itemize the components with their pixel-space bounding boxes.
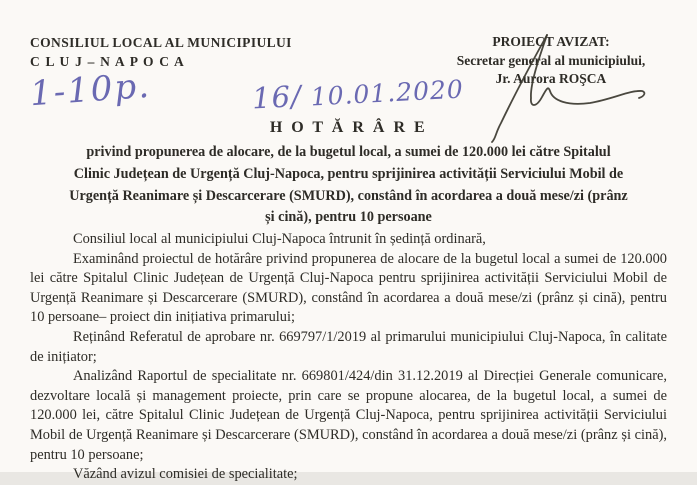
approver-title: Secretar general al municipiului, <box>456 52 646 68</box>
subtitle-line: privind propunerea de alocare, de la bugetul local, a sumei de 120.000 lei către Spitalul <box>86 144 611 160</box>
paragraph-aviz: Văzând avizul comisiei de specialitate; <box>73 466 298 483</box>
handwritten-date-note <box>251 70 464 115</box>
handwritten-pages-note: 1-10p. <box>28 65 153 115</box>
subtitle-line: Urgență Reanimare și Descarcerare (SMURD), constând în acordarea a două mese/zi (prânz <box>69 187 628 204</box>
subtitle-line: Clinic Județean de Urgență Cluj-Napoca, pentru sprijinirea activității Serviciului Mobil de <box>73 165 624 182</box>
issuing-authority <box>30 33 292 71</box>
authority-name-line2: C L U J – N A P O C A <box>30 54 185 69</box>
handwritten-doc-number: 16/ <box>251 78 303 116</box>
paragraph-referat: Reținând Referatul de aprobare nr. 669797/1/2019 al primarului municipiului Cluj-Napoca, în calitate de inițiator; <box>30 328 667 365</box>
paragraph-examining: Examinând proiectul de hotărâre privind propunerea de alocare de la bugetul local a sumei de 120.000 lei către Spitalul Clinic Județean de Urgență Cluj-Napoca pentru sprijinirea activității Serviciului Mobil de Urgență Reanimare și Descarcerare (SMURD), constând în acordarea a două mese/zi (prânz și cină), pentru 10 persoane– proiect din inițiativa primarului; <box>30 250 667 326</box>
document-body <box>30 230 667 485</box>
approval-label: PROIECT AVIZAT: <box>492 34 610 49</box>
document-subtitle <box>0 142 697 229</box>
paragraph-session: Consiliul local al municipiului Cluj-Napoca întrunit în ședință ordinară, <box>73 231 486 247</box>
approver-name: Jr. Aurora ROŞCA <box>495 71 607 86</box>
authority-name-line1: CONSILIUL LOCAL AL MUNICIPIULUI <box>30 35 292 50</box>
paragraph-raport: Analizând Raportul de specialitate nr. 669801/424/din 31.12.2019 al Direcției Generale comunicare, dezvoltare locală și management proiecte, prin care se propune alocarea, de la bugetul local, a sumei de 120.000 lei, către Spitalul Clinic Județean de Urgență Cluj-Napoca, pentru sprijinirea activității Serviciului Mobil de Urgență Reanimare și Descarcerare (SMURD), constând în acordarea a două mese/zi (prânz și cină), pentru 10 persoane; <box>30 368 667 463</box>
document-title: H O T Ă R Â R E <box>269 119 428 136</box>
handwritten-date: 10.01.2020 <box>310 74 465 112</box>
subtitle-line: și cină), pentru 10 persoane <box>265 209 432 226</box>
